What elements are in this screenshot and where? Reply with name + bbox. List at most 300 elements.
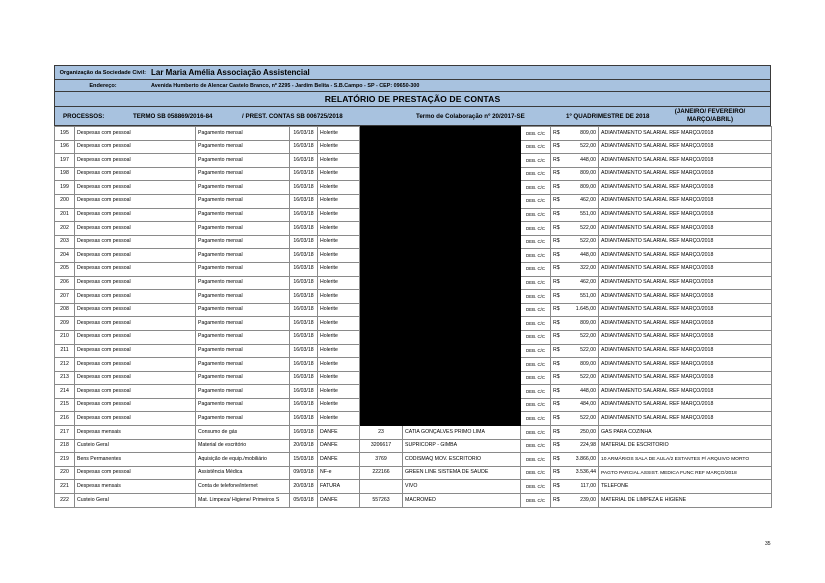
quarter: 1º QUADRIMESTRE DE 2018 [566,112,650,120]
table-row [55,181,772,195]
payment-cell: DEB. C/C [521,453,551,467]
date-cell: 16/03/18 [290,398,318,412]
table-row [55,385,772,399]
category-cell: Despesas com pessoal [75,181,196,195]
description-cell: Pagamento mensal [196,194,290,208]
date-cell: 20/03/18 [290,480,318,494]
row-number-cell: 195 [55,127,75,141]
value-cell: 448,00 [566,385,599,399]
value-cell: 250,00 [566,426,599,440]
description-cell: Pagamento mensal [196,276,290,290]
doc-type-cell: DANFE [318,426,360,440]
history-cell: ADIANTAMENTO SALARIAL REF MARÇO/2018 [599,290,772,304]
category-cell: Despesas com pessoal [75,371,196,385]
currency-cell: R$ [551,127,566,141]
payment-cell: DEB. C/C [521,222,551,236]
history-cell: ADIANTAMENTO SALARIAL REF MARÇO/2018 [599,249,772,263]
row-number-cell: 197 [55,154,75,168]
history-cell: 10 ARMÁRIOS SALA DE AULA/2 ESTANTES P/ ARQUIVO MORTO [599,453,772,467]
currency-cell: R$ [551,208,566,222]
payment-cell: DEB. C/C [521,276,551,290]
doc-number-cell [360,127,403,141]
date-cell: 16/03/18 [290,290,318,304]
doc-number-cell [360,303,403,317]
value-cell: 522,00 [566,222,599,236]
title-row [55,92,770,107]
table-row [55,317,772,331]
currency-cell: R$ [551,249,566,263]
date-cell: 16/03/18 [290,235,318,249]
table-row [55,276,772,290]
row-number-cell: 209 [55,317,75,331]
doc-number-cell [360,194,403,208]
supplier-cell [403,194,521,208]
supplier-cell [403,140,521,154]
doc-number-cell [360,140,403,154]
history-cell: ADIANTAMENTO SALARIAL REF MARÇO/2018 [599,412,772,426]
value-cell: 322,00 [566,262,599,276]
org-row [55,66,770,80]
row-number-cell: 218 [55,439,75,453]
description-cell: Pagamento mensal [196,398,290,412]
date-cell: 16/03/18 [290,154,318,168]
supplier-cell [403,344,521,358]
row-number-cell: 217 [55,426,75,440]
supplier-cell [403,181,521,195]
description-cell: Mat. Limpeza/ Higiene/ Primeiros S [196,494,290,508]
currency-cell: R$ [551,262,566,276]
row-number-cell: 221 [55,480,75,494]
category-cell: Despesas com pessoal [75,358,196,372]
history-cell: ADIANTAMENTO SALARIAL REF MARÇO/2018 [599,167,772,181]
supplier-cell [403,330,521,344]
supplier-cell [403,358,521,372]
category-cell: Despesas com pessoal [75,303,196,317]
row-number-cell: 205 [55,262,75,276]
payment-cell: DEB. C/C [521,140,551,154]
description-cell: Pagamento mensal [196,317,290,331]
doc-type-cell: Holerite [318,235,360,249]
description-cell: Pagamento mensal [196,154,290,168]
history-cell: ADIANTAMENTO SALARIAL REF MARÇO/2018 [599,222,772,236]
doc-type-cell: Holerite [318,344,360,358]
category-cell: Custeio Geral [75,439,196,453]
value-cell: 809,00 [566,358,599,372]
doc-number-cell [360,262,403,276]
table-row [55,371,772,385]
category-cell: Bens Permanentes [75,453,196,467]
doc-type-cell: Holerite [318,194,360,208]
date-cell: 16/03/18 [290,317,318,331]
currency-cell: R$ [551,140,566,154]
date-cell: 16/03/18 [290,330,318,344]
category-cell: Despesas com pessoal [75,167,196,181]
row-number-cell: 220 [55,466,75,480]
row-number-cell: 200 [55,194,75,208]
row-number-cell: 199 [55,181,75,195]
category-cell: Despesas com pessoal [75,412,196,426]
doc-number-cell [360,412,403,426]
table-row [55,330,772,344]
doc-type-cell: Holerite [318,412,360,426]
category-cell: Despesas com pessoal [75,466,196,480]
supplier-cell [403,412,521,426]
table-row [55,453,772,467]
value-cell: 522,00 [566,235,599,249]
supplier-cell: CATIA GONÇALVES PRIMO LIMA [403,426,521,440]
payment-cell: DEB. C/C [521,466,551,480]
term-number: TERMO SB 058869/2016-84 [133,112,213,120]
processes-label: PROCESSOS: [63,112,105,120]
description-cell: Pagamento mensal [196,222,290,236]
doc-type-cell: Holerite [318,276,360,290]
description-cell: Assistência Médica [196,466,290,480]
payment-cell: DEB. C/C [521,494,551,508]
date-cell: 16/03/18 [290,371,318,385]
value-cell: 484,00 [566,398,599,412]
process-row [55,107,770,126]
currency-cell: R$ [551,466,566,480]
table-row [55,426,772,440]
currency-cell: R$ [551,453,566,467]
table-row [55,222,772,236]
history-cell: ADIANTAMENTO SALARIAL REF MARÇO/2018 [599,140,772,154]
description-cell: Pagamento mensal [196,235,290,249]
date-cell: 05/03/18 [290,494,318,508]
supplier-cell: GREEN LINE SISTEMA DE SAUDE [403,466,521,480]
history-cell: ADIANTAMENTO SALARIAL REF MARÇO/2018 [599,344,772,358]
doc-number-cell [360,167,403,181]
supplier-cell [403,262,521,276]
supplier-cell [403,371,521,385]
payment-cell: DEB. C/C [521,480,551,494]
date-cell: 16/03/18 [290,208,318,222]
doc-number-cell [360,208,403,222]
doc-type-cell: DANFE [318,494,360,508]
value-cell: 809,00 [566,317,599,331]
collab-term: Termo de Colaboração nº 20/2017-SE [416,112,525,120]
org-label: Organização da Sociedade Civil: [59,69,146,76]
doc-number-cell: 23 [360,426,403,440]
currency-cell: R$ [551,330,566,344]
row-number-cell: 211 [55,344,75,358]
doc-type-cell: Holerite [318,249,360,263]
payment-cell: DEB. C/C [521,358,551,372]
description-cell: Pagamento mensal [196,262,290,276]
supplier-cell [403,303,521,317]
date-cell: 20/03/18 [290,439,318,453]
table-row [55,167,772,181]
row-number-cell: 215 [55,398,75,412]
currency-cell: R$ [551,385,566,399]
doc-number-cell [360,330,403,344]
doc-number-cell [360,371,403,385]
currency-cell: R$ [551,439,566,453]
date-cell: 16/03/18 [290,249,318,263]
row-number-cell: 208 [55,303,75,317]
currency-cell: R$ [551,398,566,412]
value-cell: 1.645,00 [566,303,599,317]
value-cell: 522,00 [566,140,599,154]
doc-type-cell: Holerite [318,140,360,154]
table-row [55,262,772,276]
supplier-cell [403,385,521,399]
table-row [55,290,772,304]
date-cell: 16/03/18 [290,358,318,372]
currency-cell: R$ [551,358,566,372]
supplier-cell [403,222,521,236]
history-cell: GAS PARA COZINHA [599,426,772,440]
supplier-cell [403,290,521,304]
doc-type-cell: DANFE [318,453,360,467]
table-row [55,235,772,249]
date-cell: 16/03/18 [290,276,318,290]
doc-type-cell: NF-e [318,466,360,480]
doc-number-cell [360,235,403,249]
doc-type-cell: Holerite [318,181,360,195]
report-title: RELATÓRIO DE PRESTAÇÃO DE CONTAS [324,94,501,104]
date-cell: 16/03/18 [290,167,318,181]
doc-type-cell: Holerite [318,154,360,168]
row-number-cell: 222 [55,494,75,508]
payment-cell: DEB. C/C [521,262,551,276]
description-cell: Pagamento mensal [196,290,290,304]
row-number-cell: 207 [55,290,75,304]
doc-type-cell: Holerite [318,208,360,222]
date-cell: 15/03/18 [290,453,318,467]
category-cell: Despesas com pessoal [75,330,196,344]
value-cell: 462,00 [566,194,599,208]
value-cell: 462,00 [566,276,599,290]
doc-number-cell [360,358,403,372]
value-cell: 522,00 [566,330,599,344]
description-cell: Consumo de gás [196,426,290,440]
supplier-cell: MACROMED [403,494,521,508]
doc-number-cell [360,249,403,263]
currency-cell: R$ [551,181,566,195]
currency-cell: R$ [551,290,566,304]
description-cell: Pagamento mensal [196,249,290,263]
description-cell: Pagamento mensal [196,371,290,385]
doc-number-cell [360,290,403,304]
history-cell: ADIANTAMENTO SALARIAL REF MARÇO/2018 [599,181,772,195]
description-cell: Pagamento mensal [196,412,290,426]
history-cell: ADIANTAMENTO SALARIAL REF MARÇO/2018 [599,262,772,276]
category-cell: Despesas com pessoal [75,154,196,168]
category-cell: Despesas com pessoal [75,235,196,249]
category-cell: Custeio Geral [75,494,196,508]
supplier-cell: SUPRICORP - GIMBA [403,439,521,453]
doc-type-cell: FATURA [318,480,360,494]
value-cell: 551,00 [566,290,599,304]
table-row [55,412,772,426]
row-number-cell: 198 [55,167,75,181]
payment-cell: DEB. C/C [521,426,551,440]
category-cell: Despesas com pessoal [75,194,196,208]
description-cell: Pagamento mensal [196,303,290,317]
category-cell: Despesas com pessoal [75,127,196,141]
row-number-cell: 206 [55,276,75,290]
table-row [55,466,772,480]
category-cell: Despesas com pessoal [75,208,196,222]
address-label: Endereço: [89,82,117,89]
payment-cell: DEB. C/C [521,385,551,399]
date-cell: 16/03/18 [290,194,318,208]
value-cell: 809,00 [566,181,599,195]
table-row [55,127,772,141]
history-cell: ADIANTAMENTO SALARIAL REF MARÇO/2018 [599,371,772,385]
description-cell: Conta de telefone/internet [196,480,290,494]
value-cell: 448,00 [566,249,599,263]
expense-table [54,126,772,508]
category-cell: Despesas com pessoal [75,317,196,331]
payment-cell: DEB. C/C [521,249,551,263]
row-number-cell: 204 [55,249,75,263]
description-cell: Pagamento mensal [196,344,290,358]
doc-number-cell: 557263 [360,494,403,508]
page-number: 35 [765,541,771,547]
date-cell: 16/03/18 [290,181,318,195]
months: (JANEIRO/ FEVEREIRO/ MARÇO/ABRIL) [674,108,746,123]
description-cell: Pagamento mensal [196,385,290,399]
category-cell: Despesas com pessoal [75,222,196,236]
currency-cell: R$ [551,235,566,249]
row-number-cell: 219 [55,453,75,467]
doc-number-cell [360,344,403,358]
doc-number-cell [360,317,403,331]
supplier-cell [403,276,521,290]
value-cell: 224,98 [566,439,599,453]
row-number-cell: 212 [55,358,75,372]
history-cell: ADIANTAMENTO SALARIAL REF MARÇO/2018 [599,154,772,168]
category-cell: Despesas mensais [75,480,196,494]
doc-number-cell [360,276,403,290]
value-cell: 522,00 [566,371,599,385]
doc-type-cell: Holerite [318,167,360,181]
doc-number-cell: 222166 [360,466,403,480]
currency-cell: R$ [551,222,566,236]
table-row [55,439,772,453]
supplier-cell [403,127,521,141]
doc-type-cell: Holerite [318,330,360,344]
category-cell: Despesas com pessoal [75,249,196,263]
category-cell: Despesas com pessoal [75,140,196,154]
doc-type-cell: Holerite [318,290,360,304]
row-number-cell: 213 [55,371,75,385]
table-row [55,494,772,508]
value-cell: 448,00 [566,154,599,168]
date-cell: 16/03/18 [290,385,318,399]
description-cell: Pagamento mensal [196,358,290,372]
payment-cell: DEB. C/C [521,371,551,385]
row-number-cell: 202 [55,222,75,236]
supplier-cell [403,208,521,222]
doc-type-cell: Holerite [318,398,360,412]
payment-cell: DEB. C/C [521,154,551,168]
row-number-cell: 201 [55,208,75,222]
payment-cell: DEB. C/C [521,167,551,181]
supplier-cell [403,398,521,412]
row-number-cell: 203 [55,235,75,249]
row-number-cell: 214 [55,385,75,399]
date-cell: 16/03/18 [290,426,318,440]
category-cell: Despesas mensais [75,426,196,440]
payment-cell: DEB. C/C [521,194,551,208]
history-cell: ADIANTAMENTO SALARIAL REF MARÇO/2018 [599,127,772,141]
payment-cell: DEB. C/C [521,181,551,195]
currency-cell: R$ [551,303,566,317]
payment-cell: DEB. C/C [521,439,551,453]
value-cell: 809,00 [566,167,599,181]
supplier-cell [403,167,521,181]
table-row [55,358,772,372]
doc-type-cell: Holerite [318,358,360,372]
value-cell: 809,00 [566,127,599,141]
payment-cell: DEB. C/C [521,290,551,304]
doc-type-cell: Holerite [318,317,360,331]
date-cell: 16/03/18 [290,303,318,317]
date-cell: 09/03/18 [290,466,318,480]
doc-number-cell [360,480,403,494]
payment-cell: DEB. C/C [521,330,551,344]
description-cell: Pagamento mensal [196,208,290,222]
table-row [55,140,772,154]
payment-cell: DEB. C/C [521,208,551,222]
report-header [54,65,771,126]
description-cell: Pagamento mensal [196,181,290,195]
table-row [55,249,772,263]
doc-number-cell [360,154,403,168]
date-cell: 16/03/18 [290,412,318,426]
currency-cell: R$ [551,494,566,508]
doc-type-cell: Holerite [318,127,360,141]
history-cell: ADIANTAMENTO SALARIAL REF MARÇO/2018 [599,235,772,249]
history-cell: ADIANTAMENTO SALARIAL REF MARÇO/2018 [599,317,772,331]
value-cell: 3.866,00 [566,453,599,467]
payment-cell: DEB. C/C [521,317,551,331]
category-cell: Despesas com pessoal [75,290,196,304]
doc-type-cell: Holerite [318,371,360,385]
date-cell: 16/03/18 [290,344,318,358]
doc-type-cell: Holerite [318,262,360,276]
table-row [55,344,772,358]
history-cell: ADIANTAMENTO SALARIAL REF MARÇO/2018 [599,276,772,290]
currency-cell: R$ [551,317,566,331]
currency-cell: R$ [551,276,566,290]
currency-cell: R$ [551,167,566,181]
history-cell: ADIANTAMENTO SALARIAL REF MARÇO/2018 [599,194,772,208]
address-row [55,80,770,92]
description-cell: Material de escritório [196,439,290,453]
currency-cell: R$ [551,344,566,358]
row-number-cell: 216 [55,412,75,426]
doc-number-cell: 3206617 [360,439,403,453]
org-name: Lar Maria Amélia Associação Assistencial [151,68,310,77]
doc-number-cell: 3769 [360,453,403,467]
value-cell: 551,00 [566,208,599,222]
table-row [55,208,772,222]
doc-type-cell: DANFE [318,439,360,453]
supplier-cell [403,154,521,168]
supplier-cell [403,249,521,263]
description-cell: Pagamento mensal [196,127,290,141]
date-cell: 16/03/18 [290,222,318,236]
payment-cell: DEB. C/C [521,303,551,317]
history-cell: TELEFONE [599,480,772,494]
table-row [55,398,772,412]
value-cell: 3.536,44 [566,466,599,480]
category-cell: Despesas com pessoal [75,262,196,276]
